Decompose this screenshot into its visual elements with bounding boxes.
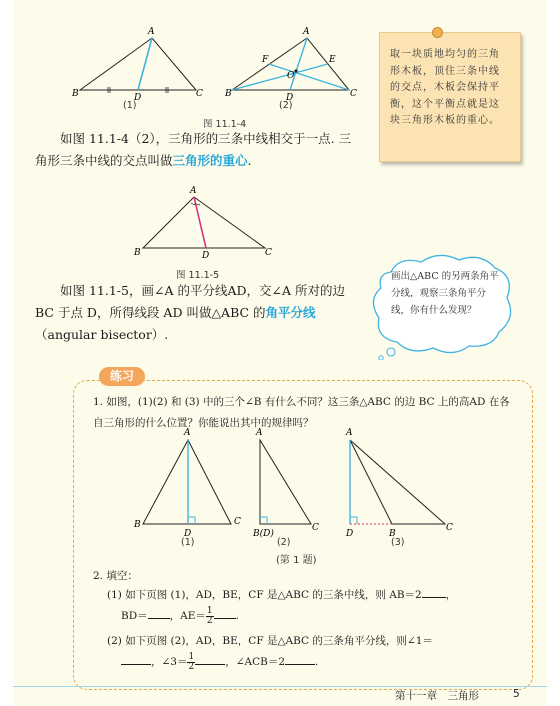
svg-text:A: A — [256, 428, 263, 438]
svg-text:B(D): B(D) — [253, 529, 274, 539]
svg-text:D: D — [134, 93, 142, 103]
figure-11-1-5-caption: 图 11.1-5 — [176, 270, 220, 281]
svg-text:B: B — [389, 529, 396, 539]
svg-text:O: O — [287, 71, 295, 81]
cloud-text: 画出△ABC 的另两条角平分线，观察三条角平分线，你有什么发现？ — [391, 271, 499, 316]
blank-ab[interactable] — [422, 597, 446, 598]
svg-text:D: D — [202, 251, 210, 261]
q2-1-text-e: . — [235, 610, 239, 622]
paragraph-bisector — [35, 280, 361, 346]
figure-11-1-4-caption: 图 11.1-4 — [203, 119, 247, 130]
svg-text:B: B — [225, 89, 232, 99]
q2-1-text-c: BD＝ — [121, 610, 148, 622]
svg-text:F: F — [262, 55, 269, 65]
paragraph-centroid-end: . — [247, 153, 252, 168]
fraction-one-half: $\frac{1}{2}$ — [206, 605, 213, 626]
blank-angle-acb[interactable] — [285, 664, 315, 665]
fraction-one-half-2: $\frac{1}{2}$ — [188, 651, 195, 672]
q2-2-text-d: . — [315, 656, 319, 668]
question-2-part-2 — [107, 631, 519, 652]
note-text: 取一块质地均匀的三角形木板，顶住三条中线的交点，木板会保持平衡，这个平衡点就是这块三角形木板的重心。 — [390, 49, 500, 126]
svg-text:A: A — [190, 186, 197, 196]
svg-text:A: A — [184, 428, 191, 438]
svg-text:A: A — [148, 27, 155, 37]
svg-text:C: C — [234, 517, 241, 527]
blank-angle-1[interactable] — [121, 664, 151, 665]
question-2-part-1 — [107, 585, 519, 606]
exercise-figure-2 — [252, 428, 319, 539]
exercise-figure-3-label: (3) — [391, 537, 405, 548]
question-2-part-2-line-2 — [121, 652, 521, 673]
question-1: 1. 如图，(1)(2) 和 (3) 中的三个∠B 有什么不同？这三条△ABC 的边 BC 上的高AD 在各自三角形的什么位置？你能说出其中的规律吗？ — [93, 396, 510, 429]
q2-2-text-b: ，∠3＝ — [151, 656, 188, 668]
textbook-page — [13, 0, 547, 706]
blank-ae[interactable] — [214, 618, 236, 619]
question-1-figures — [13, 420, 547, 550]
pushpin-icon — [432, 27, 443, 38]
paragraph-centroid-text: 如图 11.1-4（2），三角形的三条中线相交于一点. 三角形三条中线的交点叫做 — [35, 131, 352, 168]
q2-2-text-c: ，∠ACB＝2 — [225, 656, 286, 668]
q2-1-text-b: ， — [445, 589, 457, 601]
figure-2-label: (2) — [279, 100, 293, 111]
exercise-figure-1-label: (1) — [181, 537, 195, 548]
svg-text:C: C — [265, 248, 272, 258]
triangle-2-centroid-figure — [224, 27, 357, 103]
exercise-figure-2-label: (2) — [277, 537, 291, 548]
paragraph-centroid — [35, 128, 361, 172]
question-1-figure-caption: (第 1 题) — [276, 555, 317, 566]
svg-text:A: A — [346, 428, 353, 438]
sticky-note — [379, 32, 521, 162]
term-centroid: 三角形的重心 — [172, 153, 248, 168]
q2-1-text-d: ，AE＝ — [169, 610, 206, 622]
page-number: 5 — [513, 688, 520, 700]
svg-text:C: C — [196, 89, 203, 99]
exercise-tab: 练习 — [99, 367, 145, 386]
svg-text:B: B — [72, 89, 79, 99]
figure-1-label: (1) — [123, 100, 137, 111]
exercise-figure-3 — [345, 428, 453, 539]
blank-angle-3[interactable] — [195, 664, 225, 665]
question-2-part-1-line-2 — [121, 606, 521, 627]
q2-2-text-a: (2) 如下页图 (2)，AD，BE，CF 是△ABC 的三条角平分线，则∠1＝ — [107, 635, 433, 647]
question-2-title: 2. 填空： — [93, 570, 138, 582]
svg-text:B: B — [134, 520, 141, 530]
svg-text:D: D — [286, 93, 294, 103]
triangle-1-median-figure — [71, 27, 203, 103]
q2-1-text-a: (1) 如下页图 (1)，AD，BE，CF 是△ABC 的三条中线，则 AB＝2 — [107, 589, 422, 601]
paragraph-bisector-after: （angular bisector）. — [35, 327, 169, 342]
svg-text:E: E — [329, 55, 336, 65]
footer-chapter: 第十一章 三角形 — [395, 690, 479, 702]
svg-text:D: D — [346, 529, 354, 539]
svg-text:B: B — [134, 248, 141, 258]
svg-text:D: D — [184, 529, 192, 539]
footer-divider — [13, 686, 547, 687]
svg-text:A: A — [303, 27, 310, 37]
svg-text:C: C — [350, 89, 357, 99]
paragraph-bisector-text: 如图 11.1-5，画∠A 的平分线AD，交∠A 所对的边 BC 于点 D，所得线段 AD 叫做△ABC 的 — [35, 283, 345, 320]
svg-text:C: C — [312, 523, 319, 533]
blank-bd[interactable] — [148, 618, 170, 619]
exercise-figure-1 — [133, 428, 241, 539]
term-angle-bisector: 角平分线 — [265, 305, 316, 320]
svg-text:C: C — [446, 523, 453, 533]
